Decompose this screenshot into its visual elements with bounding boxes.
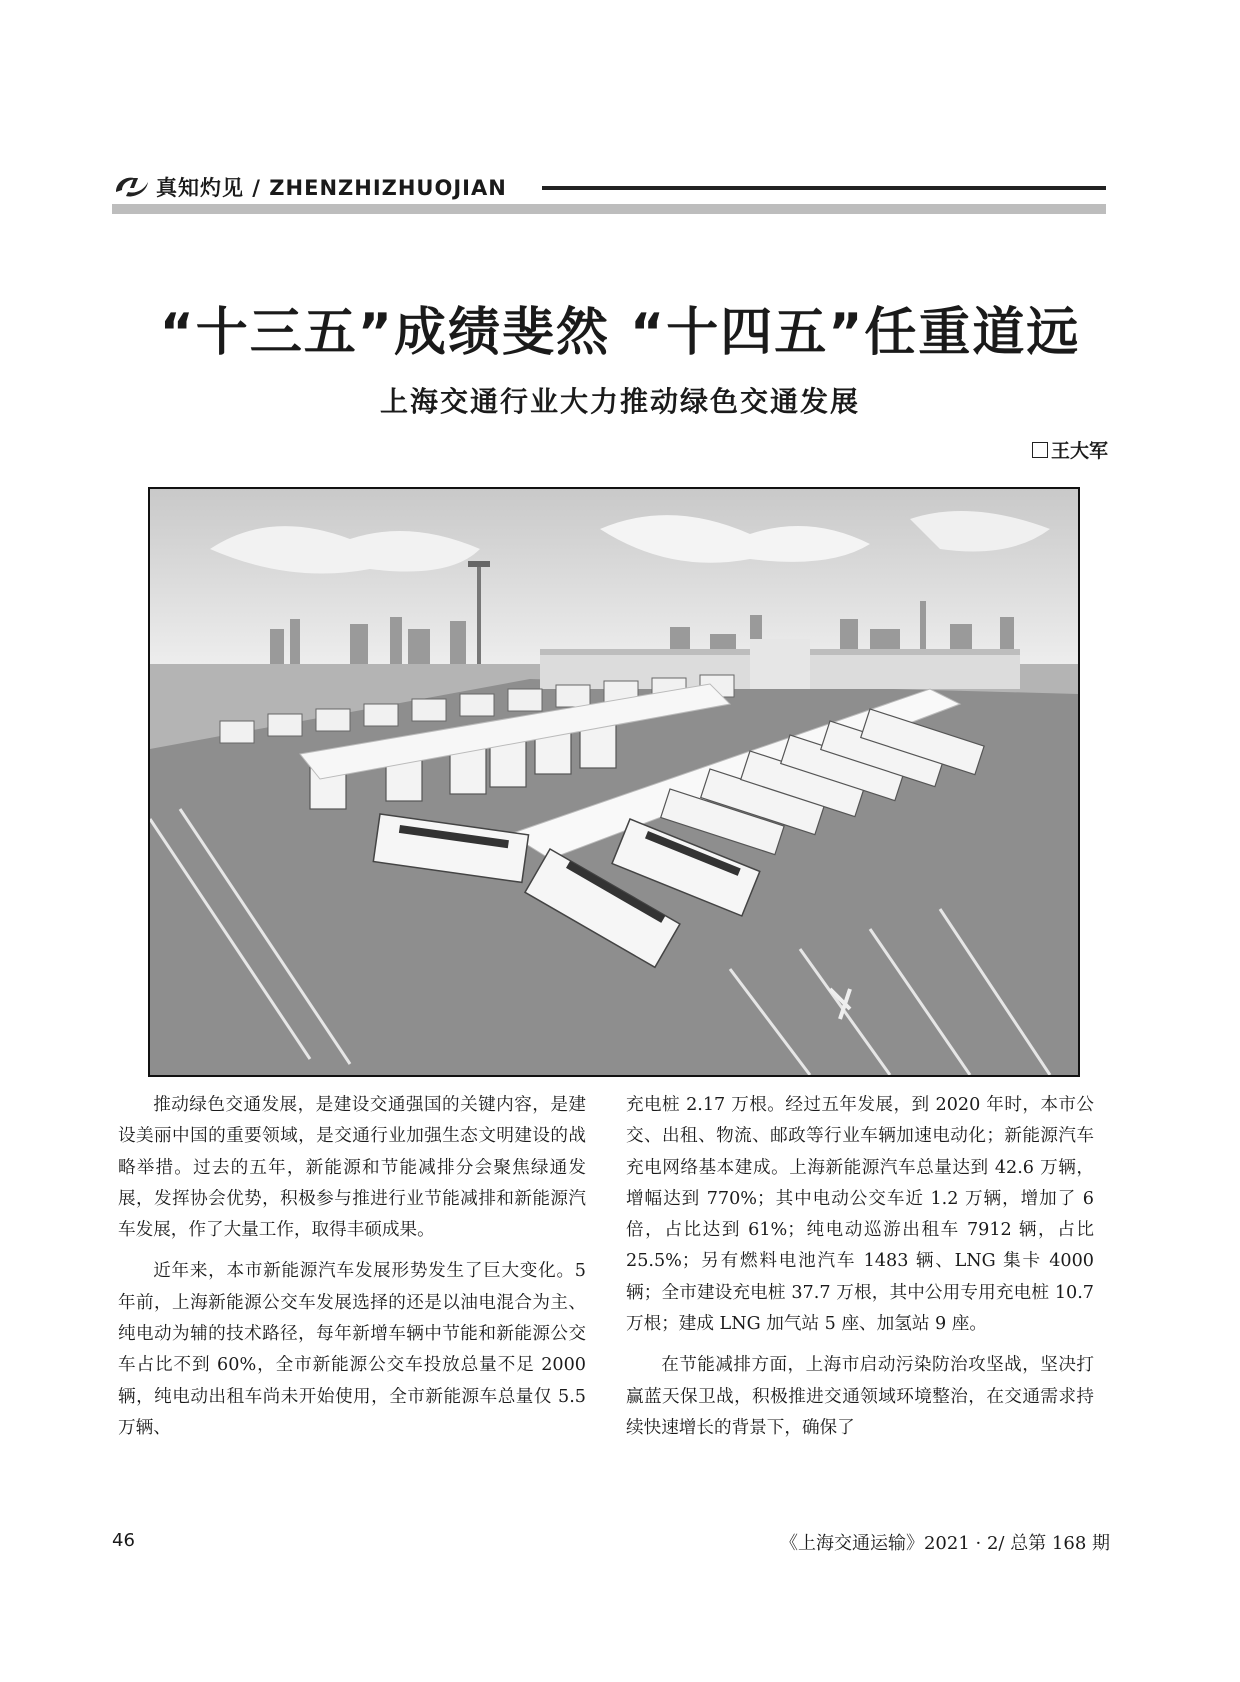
author-name: 王大军 — [1050, 440, 1108, 462]
column-name: 真知灼见 / ZHENZHIZHUOJIAN — [156, 176, 507, 200]
body-paragraph: 在节能减排方面，上海市启动污染防治攻坚战，坚决打赢蓝天保卫战，积极推进交通领域环境整治，在交通需求持续快速增长的背景下，确保了 — [626, 1355, 1094, 1438]
byline-box-icon — [1032, 442, 1048, 458]
header-grey-bar — [112, 204, 1106, 214]
magazine-logo-icon — [112, 172, 152, 200]
body-paragraph: 推动绿色交通发展，是建设交通强国的关键内容，是建设美丽中国的重要领域，是交通行业加强生态文明建设的战略举措。过去的五年，新能源和节能减排分会聚焦绿通发展，发挥协会优势，积极参与推进行业节能减排和新能源汽车发展，作了大量工作，取得丰硕成果。 — [118, 1095, 586, 1241]
body-paragraph: 近年来，本市新能源汽车发展形势发生了巨大变化。5 年前，上海新能源公交车发展选择的还是以油电混合为主、纯电动为辅的技术路径，每年新增车辆中节能和新能源公交车占比不到 60%，全市新能源公交车投放总量不足 2000 辆，纯电动出租车尚未开始使用，全市新能源车总量仅 5.5 万辆、 — [118, 1261, 586, 1438]
header-rule — [542, 186, 1106, 190]
journal-info: 《上海交通运输》2021 · 2/ 总第 168 期 — [779, 1533, 1110, 1554]
article-subtitle: 上海交通行业大力推动绿色交通发展 — [379, 385, 860, 418]
body-column-right — [626, 1090, 1094, 1444]
column-header — [112, 168, 1106, 214]
body-column-left — [118, 1090, 586, 1444]
body-paragraph: 充电桩 2.17 万根。经过五年发展，到 2020 年时，本市公交、出租、物流、邮政等行业车辆加速电动化；新能源汽车充电网络基本建成。上海新能源汽车总量达到 42.6 万辆，增幅达到 770%；其中电动公交车近 1.2 万辆，增加了 6 倍，占比达到 61%；纯电动巡游出租车 7912 辆，占比 25.5%；另有燃料电池汽车 1483 辆、LNG 集卡 4000 辆；全市建设充电桩 37.7 万根，其中公用专用充电桩 10.7 万根；建成 LNG 加气站 5 座、加氢站 9 座。 — [626, 1095, 1094, 1335]
article-title: “十三五”成绩斐然 “十四五”任重道远 — [159, 303, 1081, 363]
page-number: 46 — [112, 1530, 135, 1551]
author-byline — [1032, 436, 1108, 463]
bus-depot-photo — [148, 487, 1080, 1077]
